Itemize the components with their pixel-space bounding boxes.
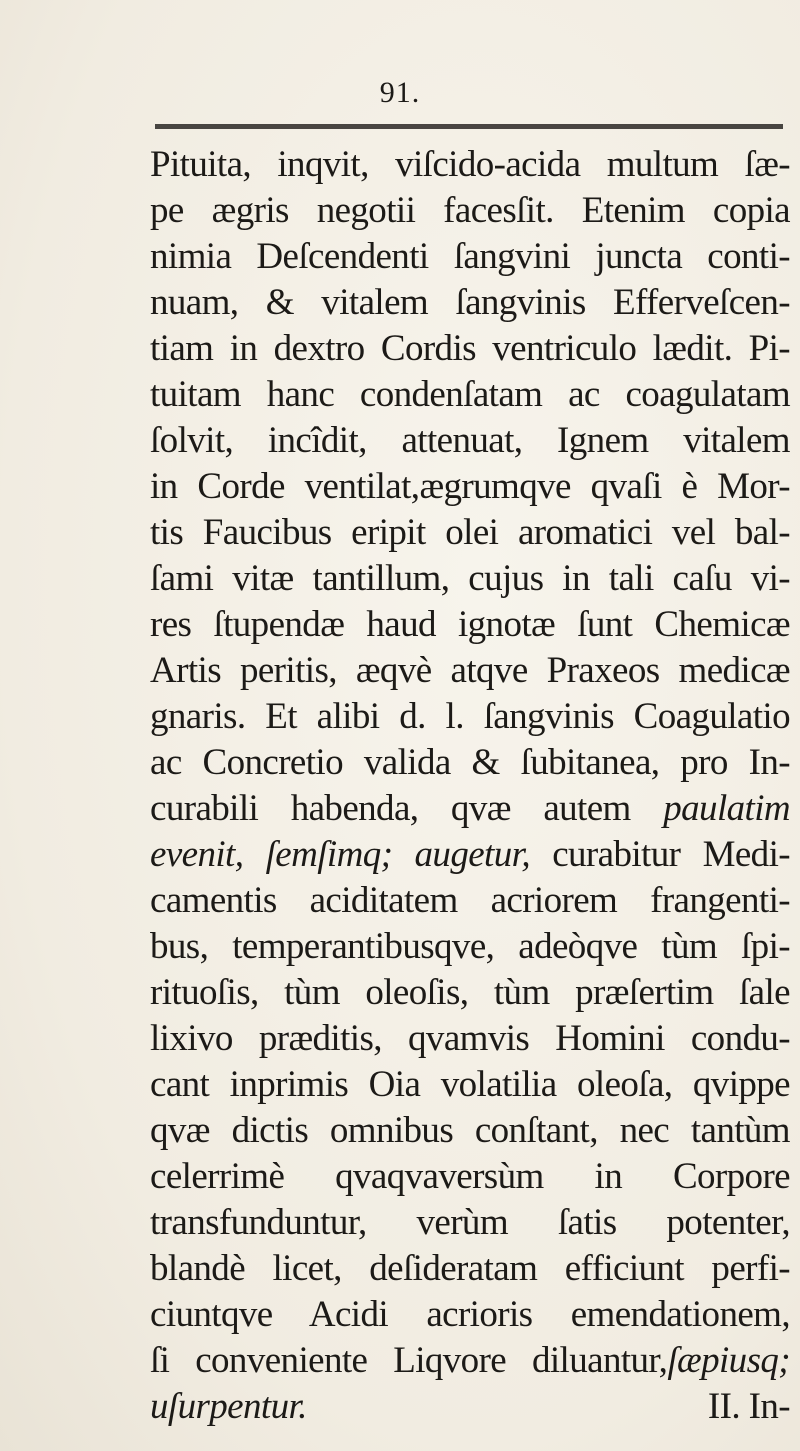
text-line: bus, temperantibusqve, adeòqve tùm ſpi- <box>150 926 790 967</box>
text-line: Pituita, inqvit, viſcido-acida multum ſæ- <box>150 144 790 185</box>
text-line: pe ægris negotii facesſit. Etenim copia <box>150 190 790 231</box>
header-rule <box>155 124 783 129</box>
text-segment: curabitur Medi- <box>529 834 790 875</box>
text-segment: curabili habenda, qvæ autem <box>150 788 631 829</box>
text-line <box>150 1338 790 1384</box>
italic-phrase: evenit, ſemſimq; augetur, <box>150 834 530 875</box>
text-line: qvæ dictis omnibus conſtant, nec tantùm <box>150 1110 790 1151</box>
text-line: cant inprimis Oia volatilia oleoſa, qvippe <box>150 1064 790 1105</box>
text-line: ac Concretio valida & ſubitanea, pro In- <box>150 742 790 783</box>
text-line: camentis aciditatem acriorem frangenti- <box>150 880 790 921</box>
body-text <box>150 142 790 1430</box>
text-line <box>150 832 790 878</box>
text-line: lixivo præditis, qvamvis Homini condu- <box>150 1018 790 1059</box>
text-line: ſami vitæ tantillum, cujus in tali caſu vi- <box>150 558 790 599</box>
text-line: nimia Deſcendenti ſangvini juncta conti- <box>150 236 790 277</box>
text-line: transfunduntur, verùm ſatis potenter, <box>150 1202 790 1243</box>
italic-word: ſæpiusq; <box>667 1340 790 1381</box>
italic-word: paulatim <box>663 788 791 829</box>
text-line: res ſtupendæ haud ignotæ ſunt Chemicæ <box>150 604 790 645</box>
text-line: tuitam hanc condenſatam ac coagulatam <box>150 374 790 415</box>
italic-word: uſurpentur. <box>150 1386 307 1427</box>
text-line: gnaris. Et alibi d. l. ſangvinis Coagulatio <box>150 696 790 737</box>
text-line: tis Faucibus eripit olei aromatici vel bal- <box>150 512 790 553</box>
text-line <box>150 1384 790 1430</box>
text-line: ſolvit, incîdit, attenuat, Ignem vitalem <box>150 420 790 461</box>
catchword: II. In- <box>707 1386 790 1427</box>
text-line: ciuntqve Acidi acrioris emendationem, <box>150 1294 790 1335</box>
text-line: rituoſis, tùm oleoſis, tùm præſertim ſale <box>150 972 790 1013</box>
text-line <box>150 786 790 832</box>
text-line: in Corde ventilat,ægrumqve qvaſi è Mor- <box>150 466 790 507</box>
text-line: celerrimè qvaqvaversùm in Corpore <box>150 1156 790 1197</box>
text-line: tiam in dextro Cordis ventriculo lædit. Pi- <box>150 328 790 369</box>
text-line: nuam, & vitalem ſangvinis Efferveſcen- <box>150 282 790 323</box>
text-line: blandè licet, deſideratam efficiunt perfi- <box>150 1248 790 1289</box>
page-number: 91. <box>379 76 421 109</box>
text-line: Artis peritis, æqvè atqve Praxeos medicæ <box>150 650 790 691</box>
text-segment: ſi conveniente Liqvore diluantur, <box>150 1340 668 1381</box>
